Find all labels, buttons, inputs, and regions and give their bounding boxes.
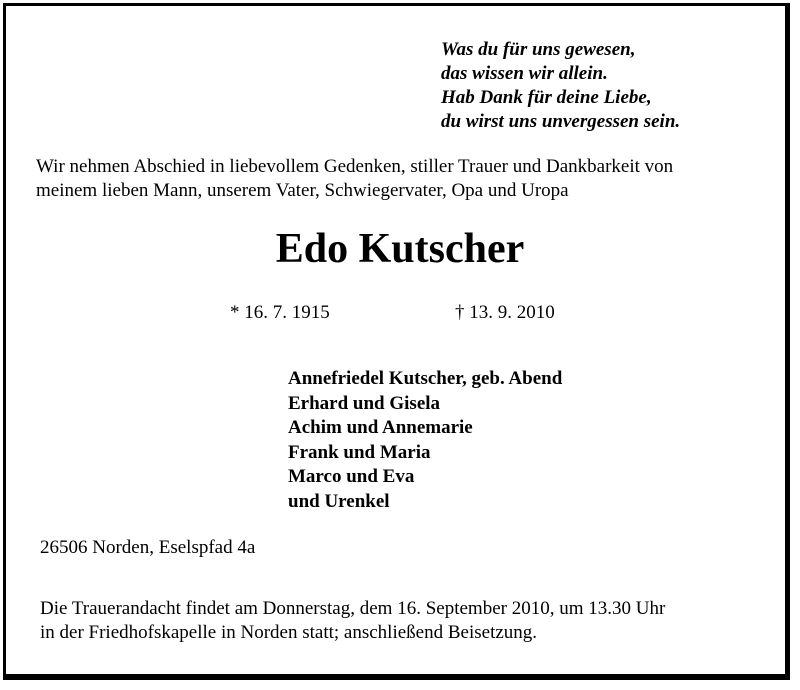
service-notice bbox=[40, 597, 665, 645]
mourners-list bbox=[288, 367, 562, 514]
poem-line: Hab Dank für deine Liebe, bbox=[441, 87, 652, 108]
birth-date: * 16. 7. 1915 bbox=[230, 302, 330, 323]
poem-line: du wirst uns unvergessen sein. bbox=[441, 111, 681, 132]
notice-line: Die Trauerandacht findet am Donnerstag, dem 16. September 2010, um 13.30 Uhr bbox=[40, 598, 666, 619]
mourner-entry: Frank und Maria bbox=[288, 441, 431, 463]
memorial-poem bbox=[441, 38, 680, 134]
family-address: 26506 Norden, Eselspfad 4a bbox=[40, 537, 256, 558]
intro-line: meinem lieben Mann, unserem Vater, Schwiegervater, Opa und Uropa bbox=[36, 180, 569, 201]
intro-text bbox=[36, 155, 673, 203]
deceased-name: Edo Kutscher bbox=[275, 226, 525, 272]
mourner-entry: Achim und Annemarie bbox=[288, 417, 473, 438]
poem-line: das wissen wir allein. bbox=[441, 63, 608, 84]
mourner-entry: Erhard und Gisela bbox=[288, 392, 441, 414]
intro-line: Wir nehmen Abschied in liebevollem Gedenken, stiller Trauer und Dankbarkeit von bbox=[36, 156, 674, 177]
mourner-entry: Marco und Eva bbox=[288, 466, 415, 487]
poem-line: Was du für uns gewesen, bbox=[441, 39, 636, 60]
mourner-entry: Annefriedel Kutscher, geb. Abend bbox=[288, 368, 563, 389]
notice-line: in der Friedhofskapelle in Norden statt; anschließend Beisetzung. bbox=[40, 622, 538, 643]
death-date: † 13. 9. 2010 bbox=[455, 302, 555, 323]
mourner-entry: und Urenkel bbox=[288, 490, 390, 512]
